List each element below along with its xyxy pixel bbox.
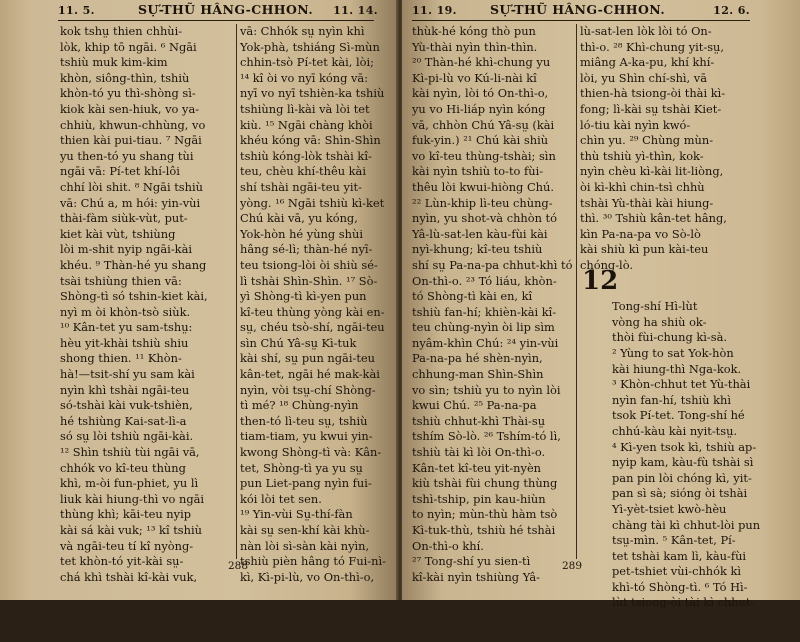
left-running-header bbox=[58, 2, 378, 20]
right-running-header bbox=[412, 2, 750, 20]
right-column-2: lù-sat-len lòk lòi tó On- thì-o. ²⁸ Khì-chung yit-sṳ, miâng A-ka-pu, khí khí- lòi, yu Shìn chí-shì, vā thien-hà tsiong-òi thài kì- fong; lì-kài sṳ tshài Kiet- ló-tiu kài nyìn kwó- chìn yu. ²⁹ Chùng mùn- thù tshiù yì-thìn, kok- nyìn chèu kì-kài lit-liòng, òi kì-khì chin-tsì chhù tshài Yù-thài kài hiung- thì. ³⁰ Tshiù kân-tet hâng, kìn Pa-na-pa vo Sò-lò kài shiù kì pun kài-teu chóng-lò. bbox=[580, 24, 727, 272]
left-header-rule bbox=[58, 20, 374, 21]
chapter-number: 12 bbox=[582, 266, 619, 296]
left-page-number: 288 bbox=[228, 560, 249, 572]
right-page-number: 289 bbox=[562, 560, 583, 572]
left-header-title: SỰ-THŨ HÂNG-CHHON. bbox=[138, 2, 314, 17]
left-column-divider bbox=[236, 24, 237, 559]
left-header-chapter-end: 11. 14. bbox=[333, 4, 378, 17]
right-header-chapter-start: 11. 19. bbox=[412, 4, 457, 17]
chapter-12-text bbox=[580, 268, 761, 610]
left-page bbox=[0, 0, 398, 600]
right-column-divider bbox=[576, 24, 577, 559]
left-column-1: kok tshṳ thien chhùi- lòk, khip tō ngāi. ⁶ Ngāi tshiù muk kim-kim khòn, siông-thìn, tshiù khòn-tó yu thì-shòng sì- kiok kài sen-hiuk, vo ya- chhiù, khwun-chhùng, vo thien kài pui-tiau. ⁷ Ngāi yu then-tó yu shang tùi ngāi vā: Pí-tet khí-lôi chhí lòi shit. ⁸ Ngāi tshiù vā: Chú a, m hóɨ: yin-vùi thài-fàm siùk-vùt, put- kiet kài vùt, tshiùng lòi m-shit nyip ngāi-kài khéu. ⁹ Thàn-hé yu shang tsài tshiùng thien vā: Shòng-tì só tshin-kiet kài, nyì m òi khòn-tsò siùk. ¹⁰ Kân-tet yu sam-tshṳ: hèu yit-khài tshiù shiu shong thien. ¹¹ Khòn- hà!—tsit-shí yu sam kài nyìn khì tshài ngāi-teu só-tshài kài vuk-tshièn, hé tshiùng Kai-sat-lì-a só sṳ lòi tshiù ngāi-kài. ¹² Shìn tshiù tùi ngāi vā, chhók vo kî-teu thùng khì, m-òi fun-phiet, yu lì liuk kài hiung-thì vo ngāi thùng khì; kāi-teu nyip kài sá kài vuk; ¹³ kî tshiù và ngāi-teu tí kî nyòng- tet khòn-tó yit-kài sṳ- chá khì tshài kî-kài vuk, bbox=[60, 24, 208, 584]
right-column-1: thùk-hé kóng thò pun Yù-thài nyìn thìn-thìn. ²⁰ Thàn-hé khì-chung yu Kì-pi-lù vo Kú-li-nài kî kài nyìn, lòi tó On-thì-o, yu vo Hi-liáp nyìn kóng vā, chhòn Chú Yâ-sṳ (kài fuk-yin.) ²¹ Chú kài shiù vo kî-teu thùng-tshài; sìn kài nyìn tshiù to-to fùi- thêu lòi kwui-hiòng Chú. ²² Lùn-khip lì-teu chùng- nyìn, yu shot-và chhòn tó Yâ-lù-sat-len kàu-fùi kài nyì-khung; kî-teu tshiù shí sṳ Pa-na-pa chhut-khì tó On-thì-o. ²³ Tó liáu, khòn- tó Shòng-tì kài en, kî tshiù fan-hí; khièn-kài kî- teu chùng-nyìn òi lip sìm nyâm-khìn Chú: ²⁴ yin-vùi Pa-na-pa hé shèn-nyìn, chhung-man Shìn-Shìn vo sìn; tshiù yu to nyìn lòi kwui Chú. ²⁵ Pa-na-pa tshiù chhut-khì Thài-sṳ tshím Sò-lò. ²⁶ Tshím-tó lì, tshiù tài kì lòi On-thì-o. Kân-tet kî-teu yit-nyèn kiù tshài fùi chung thùng tshì-tship, pin kau-hiùn to nyìn; mùn-thù hàm tsò Kì-tuk-thù, tshiù hé tshài On-thì-o khí. ²⁷ Tong-shí yu sien-tì kî-kài nyìn tshiùng Yâ- bbox=[412, 24, 573, 584]
right-header-rule bbox=[412, 20, 750, 21]
left-column-2: vā: Chhók sṳ nyìn khì Yok-phà, tshiáng Sì-mùn chhin-tsò Pí-tet kài, lòi; ¹⁴ kî òi vo nyī kóng vā: nyī vo nyī tshièn-ka tshiù tshiùng lì-kài và lòi tet kiù. ¹⁵ Ngāi chàng khòi khéu kóng vā: Shìn-Shìn tshiù kóng-lòk tshài kî- teu, chèu khí-thêu kài shí tshài ngāi-teu yit- yòng. ¹⁶ Ngāi tshiù kì-ket Chú kài vā, yu kóng, Yok-hòn hé yùng shùi hâng sé-lì; thàn-hé nyī- teu tsiong-lòi òi shiù sé- lì tshài Shìn-Shìn. ¹⁷ Sò- yì Shòng-tì kì-yen pun kî-teu thùng yòng kài en- sṳ, chéu tsò-shí, ngāi-teu sìn Chú Yâ-sṳ Kì-tuk kài shí, sṳ pun ngāi-teu kân-tet, ngāi hé mak-kài nyìn, vòi tsṳ-chí Shòng- tì mé? ¹⁸ Chùng-nyìn then-tó lì-teu sṳ, tshiù tiam-tiam, yu kwui yin- kwong Shòng-tì và: Kân- tet, Shòng-tì ya yu sṳ pun Liet-pang nyìn fui- kói lòi tet sen. ¹⁹ Yin-vùi Sṳ-thí-fàn kài sṳ sen-khí kài khù- nàn lòi sì-sàn kài nyìn, tshiù pièn hâng tó Fui-nì- kì, Kì-pi-lù, vo On-thì-o, bbox=[240, 24, 386, 584]
left-header-chapter-start: 11. 5. bbox=[58, 4, 95, 17]
chapter-12-body: Tong-shí Hì-lùt vòng ha shiù ok- thòi fùi-chung kì-sà. ² Yùng to sat Yok-hòn kài hiung-thì Nga-kok. ³ Khòn-chhut tet Yù-thài nyìn fan-hí, tshiù khì tsok Pí-tet. Tong-shí hé chhú-kàu kài nyit-tsṳ. ⁴ Kì-yen tsok kì, tshiù ap- nyip kam, kàu-fù tshài sì pan pin lòi chóng kì, yit- pan sì sà; sióng òi tshài Yì-yèt-tsiet kwò-hèu chàng tài kì chhut-lòi pun tsṳ-mìn. ⁵ Kân-tet, Pí- tet tshài kam lì, kàu-fùi pet-tshiet vùi-chhók kì khì-tó Shòng-tì. ⁶ Tó Hì- lùt tsiong-òi tài kì chhut- bbox=[612, 299, 761, 610]
right-header-chapter-end: 12. 6. bbox=[713, 4, 750, 17]
right-page bbox=[402, 0, 800, 610]
right-header-title: SỰ-THŨ HÂNG-CHHON. bbox=[490, 2, 666, 17]
